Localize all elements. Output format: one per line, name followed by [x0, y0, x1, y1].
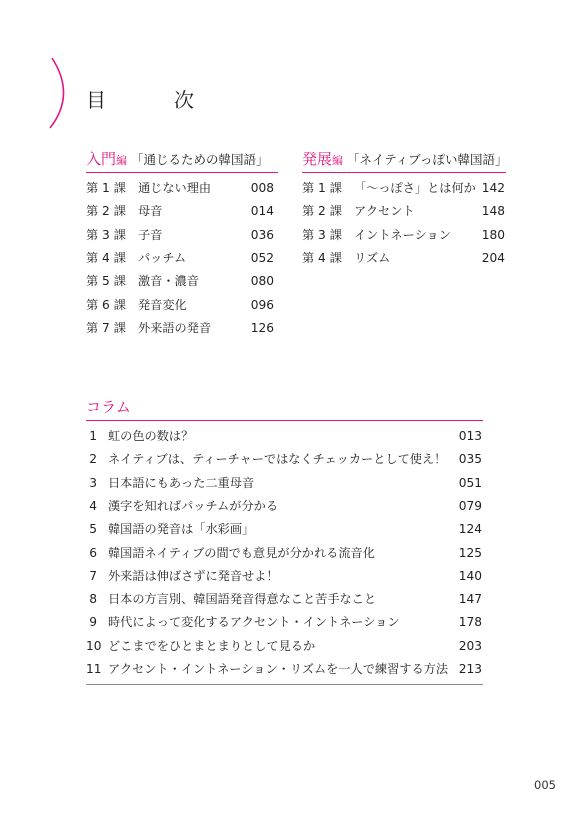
- toc-row-page: 178: [458, 615, 482, 630]
- toc-row-number: 第 2 課: [302, 204, 342, 219]
- toc-row-title: アクセント: [354, 204, 415, 219]
- toc-row-number: 1: [89, 429, 97, 443]
- toc-row: [302, 249, 505, 267]
- toc-row: [86, 660, 482, 678]
- toc-row-title: アクセント・イントネーション・リズムを一人で練習する方法: [108, 662, 449, 676]
- toc-row: [86, 544, 482, 562]
- toc-row-title: 外来語は伸ばさずに発音せよ！: [108, 568, 279, 583]
- column-section-header: [86, 398, 131, 416]
- toc-row-number: 第 3 課: [302, 227, 342, 242]
- toc-row: [86, 296, 274, 314]
- toc-row: [86, 226, 274, 244]
- toc-row-title: ネイティブは、ティーチャーではなくチェッカーとして使え！: [108, 452, 447, 467]
- toc-row-title: リズム: [354, 250, 391, 265]
- toc-row: [86, 179, 274, 197]
- toc-row-title: 発音変化: [138, 297, 187, 312]
- toc-row-number: 7: [89, 568, 97, 583]
- toc-row: [86, 249, 274, 267]
- toc-row: [86, 474, 482, 492]
- toc-row-page: 080: [250, 274, 274, 289]
- basic-section-prefix: 入門: [86, 150, 117, 168]
- toc-row: [86, 427, 482, 445]
- toc-row-title: 韓国語の発音は「水彩画」: [108, 522, 255, 537]
- toc-row-page: 124: [458, 522, 482, 537]
- toc-row-number: 9: [89, 615, 97, 630]
- toc-row: [302, 179, 505, 197]
- basic-section-header: [86, 150, 269, 170]
- toc-row-page: 140: [458, 568, 482, 583]
- toc-row-page: 148: [481, 204, 505, 219]
- advanced-section-suffix: 編: [332, 154, 344, 167]
- column-section-rule: [86, 420, 483, 421]
- toc-row: [86, 590, 482, 608]
- toc-row: [86, 637, 482, 655]
- toc-row-page: 142: [481, 181, 505, 195]
- toc-row-page: 203: [458, 638, 482, 653]
- page-title: 目 次: [86, 88, 218, 112]
- advanced-section-prefix: 発展: [302, 150, 333, 168]
- toc-row-page: 213: [458, 662, 482, 676]
- toc-row: [86, 520, 482, 538]
- toc-row-page: 036: [250, 227, 274, 242]
- toc-row-title: 通じない理由: [138, 181, 212, 195]
- toc-row: [302, 226, 505, 244]
- toc-row-number: 10: [86, 638, 102, 653]
- column-toc-list: [86, 427, 483, 687]
- toc-row: [86, 497, 482, 515]
- toc-row-page: 013: [458, 429, 482, 443]
- toc-row-number: 6: [89, 545, 97, 560]
- toc-row-number: 3: [89, 475, 97, 490]
- toc-row-title: イントネーション: [354, 227, 451, 242]
- toc-row: [302, 202, 505, 220]
- toc-row-number: 第 5 課: [86, 274, 126, 289]
- toc-row-page: 204: [481, 250, 505, 265]
- toc-row-number: 11: [86, 662, 102, 676]
- toc-row-page: 008: [250, 181, 274, 195]
- toc-row-title: 母音: [138, 204, 163, 219]
- advanced-toc-list: [302, 179, 506, 279]
- toc-row-title: 「〜っぽさ」とは何か: [354, 181, 476, 195]
- pink-bracket-decoration: [0, 0, 80, 140]
- advanced-section-rule: [302, 172, 506, 173]
- toc-row-title: パッチム: [138, 250, 187, 265]
- toc-row-title: 日本の方言別、韓国語発音得意なこと苦手なこと: [108, 592, 377, 607]
- basic-section-subtitle: 「通じるための韓国語」: [131, 152, 269, 167]
- advanced-section-header: [302, 150, 508, 170]
- toc-row-number: 第 3 課: [86, 227, 126, 242]
- basic-section-suffix: 編: [116, 154, 128, 167]
- toc-row-title: 子音: [138, 227, 163, 242]
- basic-section-rule: [86, 172, 278, 173]
- advanced-section-subtitle: 「ネイティブっぽい韓国語」: [347, 152, 508, 167]
- toc-row-page: 096: [250, 297, 274, 312]
- page-number: 005: [534, 778, 556, 792]
- toc-row: [86, 272, 274, 290]
- toc-row-page: 051: [458, 475, 482, 490]
- toc-row-page: 014: [250, 204, 274, 219]
- toc-row-title: 韓国語ネイティブの間でも意見が分かれる流音化: [108, 545, 375, 560]
- column-section-bottom-rule: [86, 684, 483, 685]
- toc-row-page: 035: [458, 452, 482, 467]
- toc-row: [86, 450, 482, 468]
- toc-row-page: 126: [250, 320, 274, 335]
- toc-row-number: 第 1 課: [302, 181, 342, 195]
- toc-row-title: 激音・濃音: [138, 274, 199, 289]
- toc-row-number: 5: [89, 522, 97, 537]
- toc-row-title: 日本語にもあった二重母音: [108, 475, 255, 490]
- toc-row-number: 第 1 課: [86, 181, 126, 195]
- toc-row-number: 2: [89, 452, 97, 467]
- toc-row-title: 虹の色の数は？: [108, 429, 194, 443]
- toc-row-title: どこまでをひとまとまりとして見るか: [108, 638, 316, 653]
- toc-row-page: 180: [481, 227, 505, 242]
- toc-row: [86, 613, 482, 631]
- toc-row-number: 4: [89, 498, 97, 513]
- toc-row: [86, 202, 274, 220]
- toc-row-title: 外来語の発音: [138, 320, 212, 335]
- toc-row-page: 125: [458, 545, 482, 560]
- toc-row-number: 第 4 課: [302, 250, 342, 265]
- toc-row-page: 147: [458, 592, 482, 607]
- toc-row-title: 時代によって変化するアクセント・イントネーション: [108, 615, 400, 630]
- toc-row-number: 第 6 課: [86, 297, 126, 312]
- toc-row-number: 第 7 課: [86, 320, 126, 335]
- toc-row-page: 079: [458, 498, 482, 513]
- toc-row-page: 052: [250, 250, 274, 265]
- toc-row-number: 第 2 課: [86, 204, 126, 219]
- toc-row: [86, 567, 482, 585]
- toc-row: [86, 319, 274, 337]
- basic-toc-list: [86, 179, 278, 349]
- toc-row-number: 8: [89, 592, 97, 607]
- toc-row-number: 第 4 課: [86, 250, 126, 265]
- column-section-heading: コラム: [86, 398, 131, 416]
- toc-row-title: 漢字を知ればパッチムが分かる: [108, 498, 279, 513]
